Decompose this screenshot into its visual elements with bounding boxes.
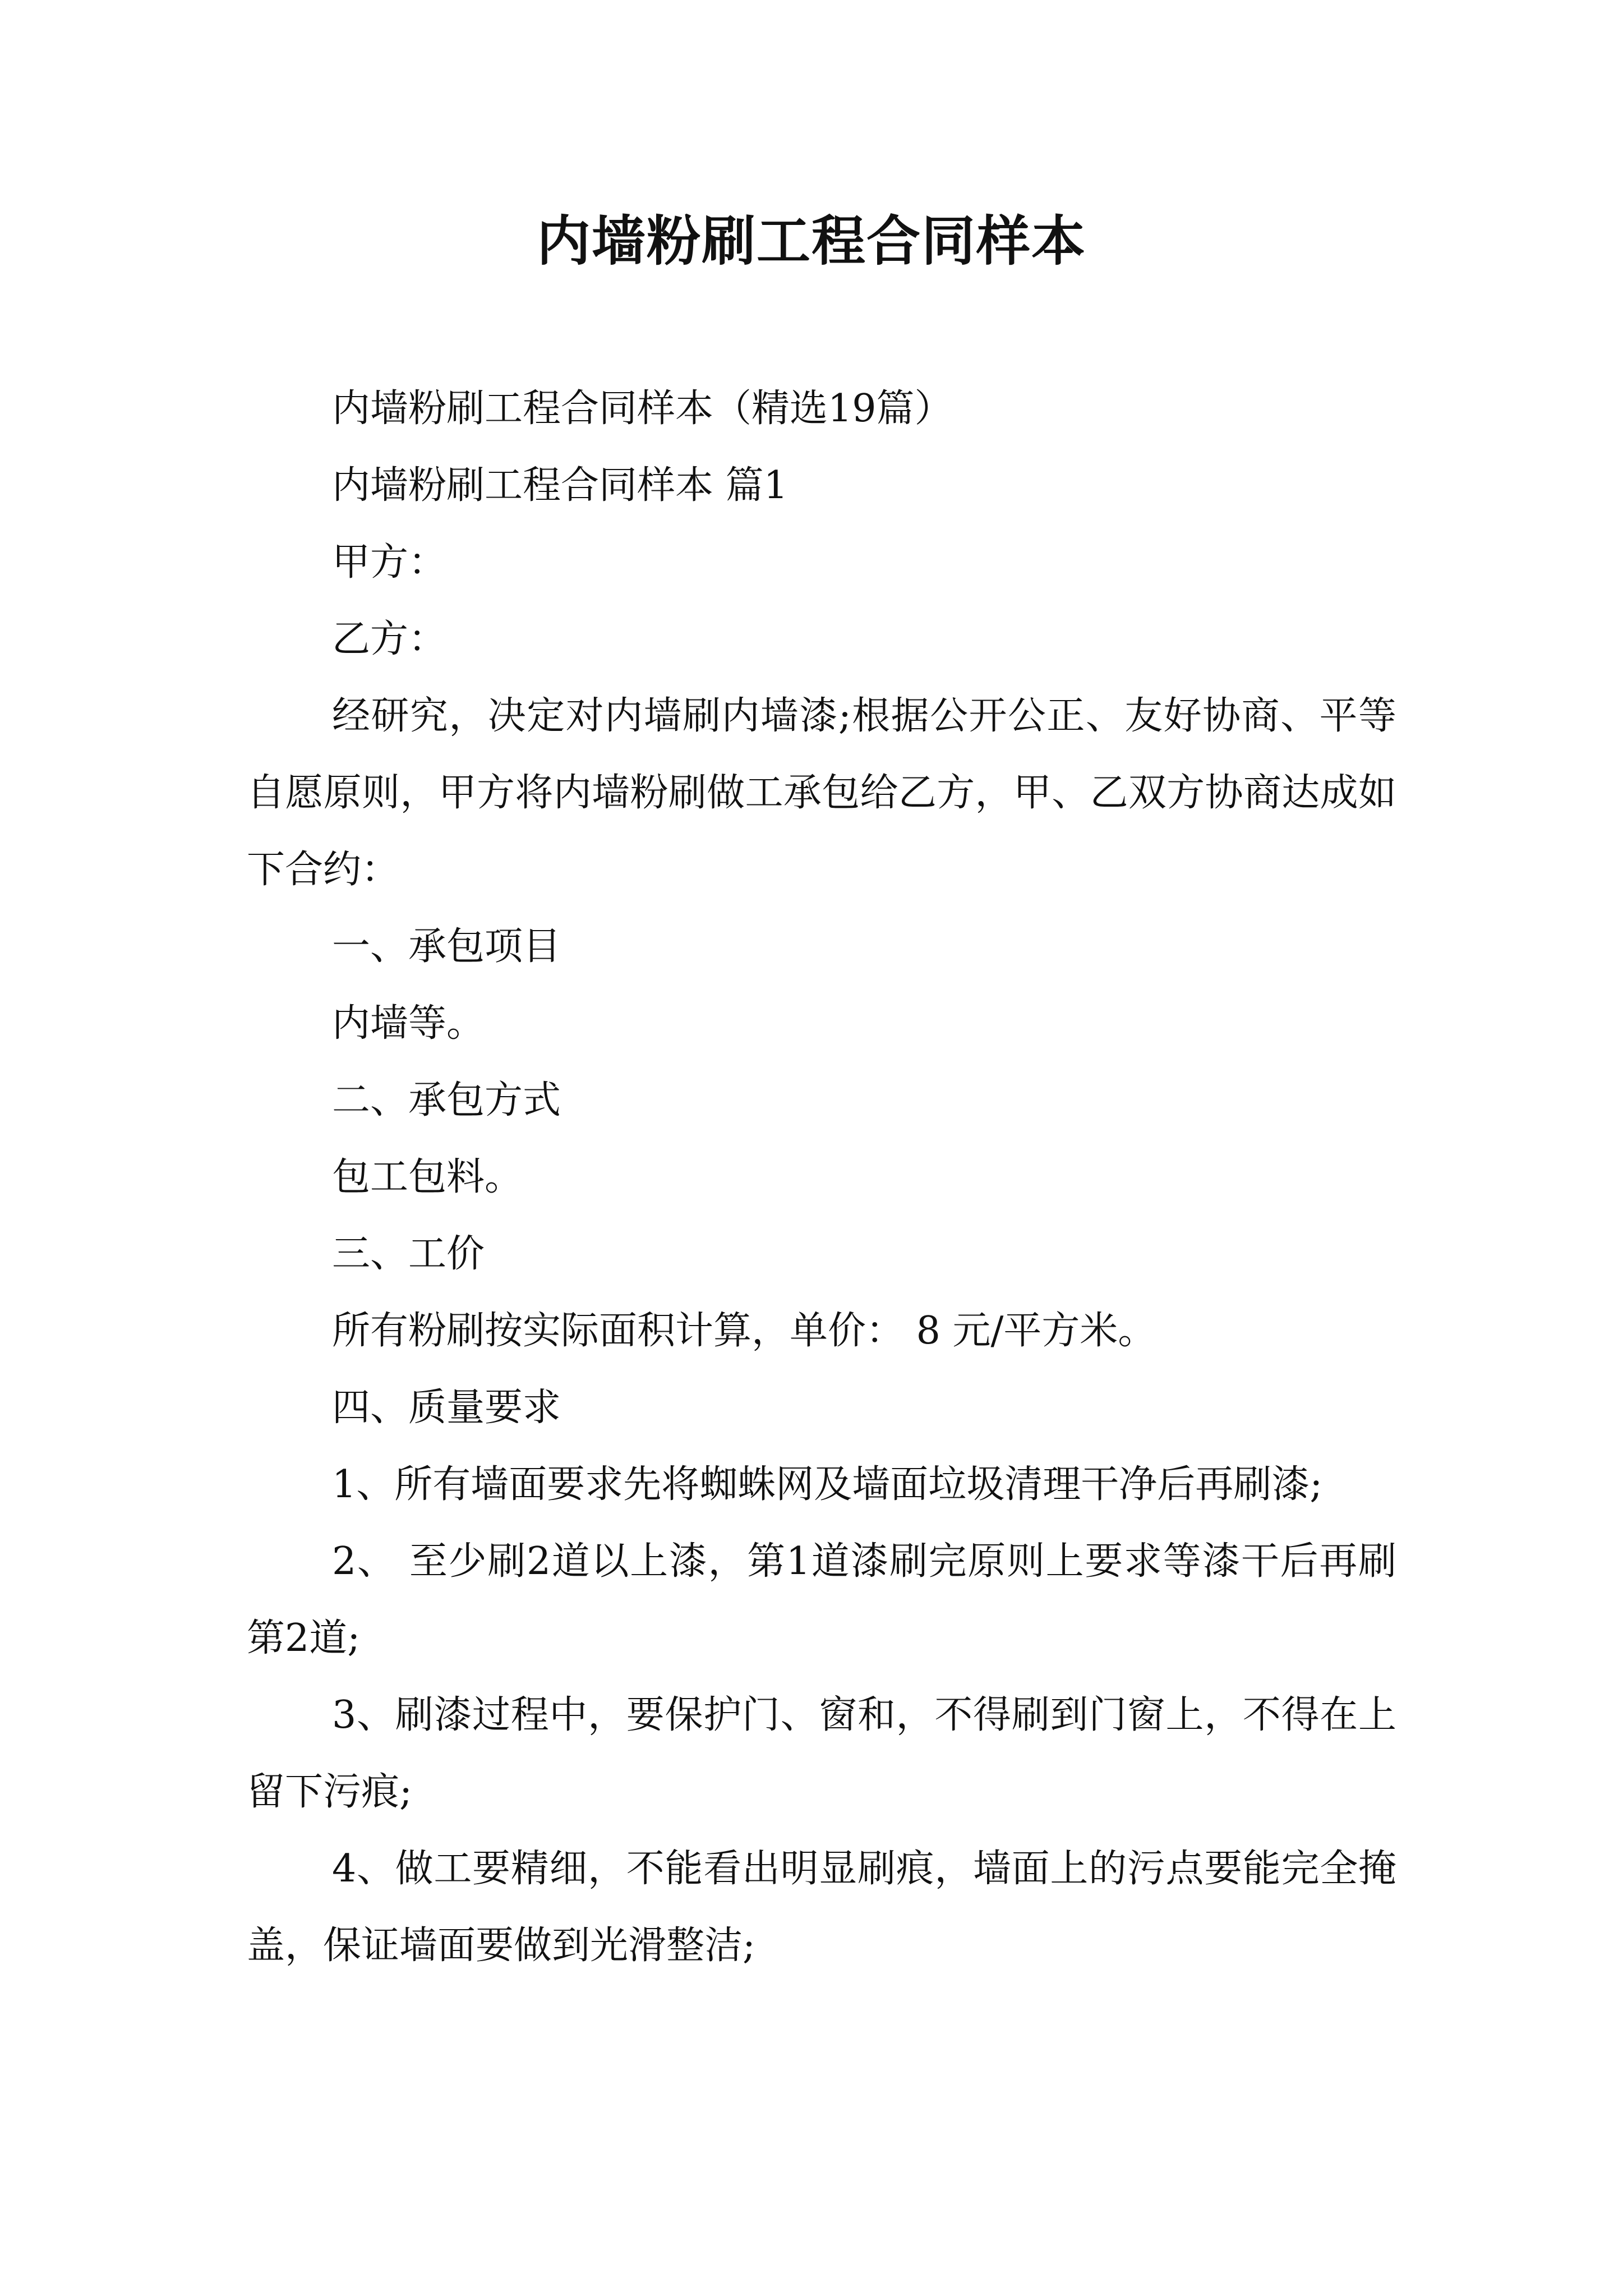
paragraph-quality-item-4: 4、做工要精细，不能看出明显刷痕，墙面上的污点要能完全掩盖，保证墙面要做到光滑整洁; — [247, 1847, 1396, 1968]
paragraph-quality-item-2: 2、 至少刷2道以上漆，第1道漆刷完原则上要求等漆干后再刷第2道; — [247, 1539, 1396, 1660]
document-body — [247, 370, 1396, 1984]
heading-contract-items: 一、承包项目 — [332, 924, 561, 969]
paragraph-section-heading: 内墙粉刷工程合同样本 篇1 — [332, 463, 788, 508]
paragraph-contract-items: 内墙等。 — [332, 1001, 485, 1046]
paragraph-quality-item-3: 3、刷漆过程中，要保护门、窗和，不得刷到门窗上，不得在上留下污痕; — [247, 1693, 1396, 1814]
heading-contract-method: 二、承包方式 — [332, 1078, 561, 1122]
paragraph-labor-price: 所有粉刷按实际面积计算，单价： 8 元/平方米。 — [332, 1309, 1156, 1353]
paragraph-contract-method: 包工包料。 — [332, 1155, 523, 1199]
heading-labor-price: 三、工价 — [332, 1232, 485, 1276]
paragraph-party-a: 甲方： — [332, 540, 447, 585]
paragraph-party-b: 乙方： — [332, 617, 447, 661]
document-title: 内墙粉刷工程合同样本 — [537, 209, 1086, 273]
paragraph-quality-item-1: 1、所有墙面要求先将蜘蛛网及墙面垃圾清理干净后再刷漆; — [332, 1462, 1323, 1507]
heading-quality-requirements: 四、质量要求 — [332, 1386, 561, 1430]
paragraph-subtitle: 内墙粉刷工程合同样本（精选19篇） — [332, 386, 953, 431]
paragraph-preamble: 经研究，决定对内墙刷内墙漆;根据公开公正、友好协商、平等自愿原则，甲方将内墙粉刷做工承包给乙方，甲、乙双方协商达成如下合约： — [247, 694, 1396, 892]
